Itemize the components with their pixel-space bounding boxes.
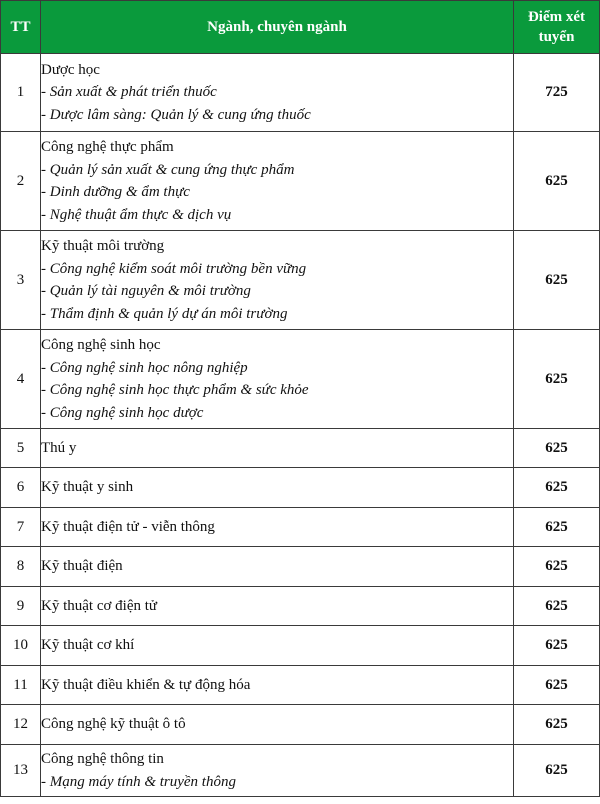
table-row: [1, 468, 600, 508]
table-row: [1, 429, 600, 468]
program-cell: [41, 745, 514, 797]
row-number: 3: [1, 231, 41, 330]
row-number: 4: [1, 330, 41, 429]
table-header-row: [1, 1, 600, 54]
row-number: 7: [1, 508, 41, 547]
row-number: 12: [1, 705, 41, 745]
table-row: [1, 231, 600, 330]
major-name: Công nghệ sinh học: [41, 337, 161, 353]
major-name: Kỹ thuật môi trường: [41, 238, 165, 254]
major-name: Thú y: [41, 439, 77, 456]
program-cell: [41, 666, 514, 705]
specialization-item: - Dinh dưỡng & ẩm thực: [41, 184, 190, 200]
specialization-item: - Dược lâm sàng: Quản lý & cung ứng thuốc: [41, 106, 311, 123]
row-number: 1: [1, 54, 41, 132]
table-row: [1, 330, 600, 429]
score-cell: 725: [514, 54, 600, 132]
program-cell: [41, 468, 514, 508]
table-row: [1, 508, 600, 547]
program-cell: [41, 508, 514, 547]
row-number: 11: [1, 666, 41, 705]
table-row: [1, 54, 600, 132]
program-cell: [41, 429, 514, 468]
score-cell: 625: [514, 705, 600, 745]
major-name: Kỹ thuật điện: [41, 558, 123, 575]
specialization-item: - Sản xuất & phát triển thuốc: [41, 84, 217, 101]
score-header-line-2: tuyển: [538, 29, 575, 45]
major-name: Công nghệ thực phẩm: [41, 139, 174, 155]
major-name: Kỹ thuật điện tử - viễn thông: [41, 518, 215, 535]
score-cell: 625: [514, 508, 600, 547]
program-cell: [41, 547, 514, 587]
table-row: [1, 666, 600, 705]
specialization-item: - Công nghệ sinh học nông nghiệp: [41, 359, 248, 376]
major-name: Công nghệ thông tin: [41, 751, 164, 767]
program-cell: [41, 330, 514, 429]
column-header-score: [514, 1, 600, 54]
specialization-item: - Công nghệ sinh học dược: [41, 404, 204, 421]
column-header-tt: TT: [1, 1, 41, 54]
table-body: [1, 54, 600, 797]
program-cell: [41, 705, 514, 745]
row-number: 5: [1, 429, 41, 468]
score-cell: 625: [514, 547, 600, 587]
score-cell: 625: [514, 132, 600, 231]
score-cell: 625: [514, 666, 600, 705]
row-number: 13: [1, 745, 41, 797]
specialization-item: - Thẩm định & quản lý dự án môi trường: [41, 305, 288, 322]
score-cell: 625: [514, 429, 600, 468]
row-number: 8: [1, 547, 41, 587]
score-header-line-1: Điểm xét: [527, 9, 586, 25]
score-cell: 625: [514, 468, 600, 508]
row-number: 10: [1, 626, 41, 666]
major-name: Công nghệ kỹ thuật ô tô: [41, 716, 186, 733]
score-cell: 625: [514, 587, 600, 626]
row-number: 9: [1, 587, 41, 626]
score-cell: 625: [514, 330, 600, 429]
row-number: 6: [1, 468, 41, 508]
major-name: Dược học: [41, 61, 100, 78]
score-cell: 625: [514, 231, 600, 330]
program-cell: [41, 626, 514, 666]
program-cell: [41, 587, 514, 626]
table-row: [1, 587, 600, 626]
specialization-item: - Mạng máy tính & truyền thông: [41, 773, 236, 790]
table-row: [1, 705, 600, 745]
program-cell: [41, 231, 514, 330]
major-name: Kỹ thuật cơ khí: [41, 637, 135, 654]
table-row: [1, 626, 600, 666]
major-name: Kỹ thuật điều khiển & tự động hóa: [41, 676, 251, 693]
program-cell: [41, 54, 514, 132]
specialization-item: - Công nghệ sinh học thực phẩm & sức khỏe: [41, 382, 309, 398]
major-name: Kỹ thuật y sinh: [41, 479, 134, 496]
program-cell: [41, 132, 514, 231]
column-header-program: Ngành, chuyên ngành: [41, 1, 514, 54]
score-cell: 625: [514, 626, 600, 666]
specialization-item: - Quản lý tài nguyên & môi trường: [41, 283, 251, 299]
row-number: 2: [1, 132, 41, 231]
specialization-item: - Công nghệ kiểm soát môi trường bền vững: [41, 260, 307, 277]
table-row: [1, 132, 600, 231]
major-name: Kỹ thuật cơ điện tử: [41, 597, 158, 614]
score-cell: 625: [514, 745, 600, 797]
table-row: [1, 547, 600, 587]
specialization-item: - Nghệ thuật ẩm thực & dịch vụ: [41, 206, 232, 223]
table-row: [1, 745, 600, 797]
specialization-item: - Quản lý sản xuất & cung ứng thực phẩm: [41, 161, 295, 178]
